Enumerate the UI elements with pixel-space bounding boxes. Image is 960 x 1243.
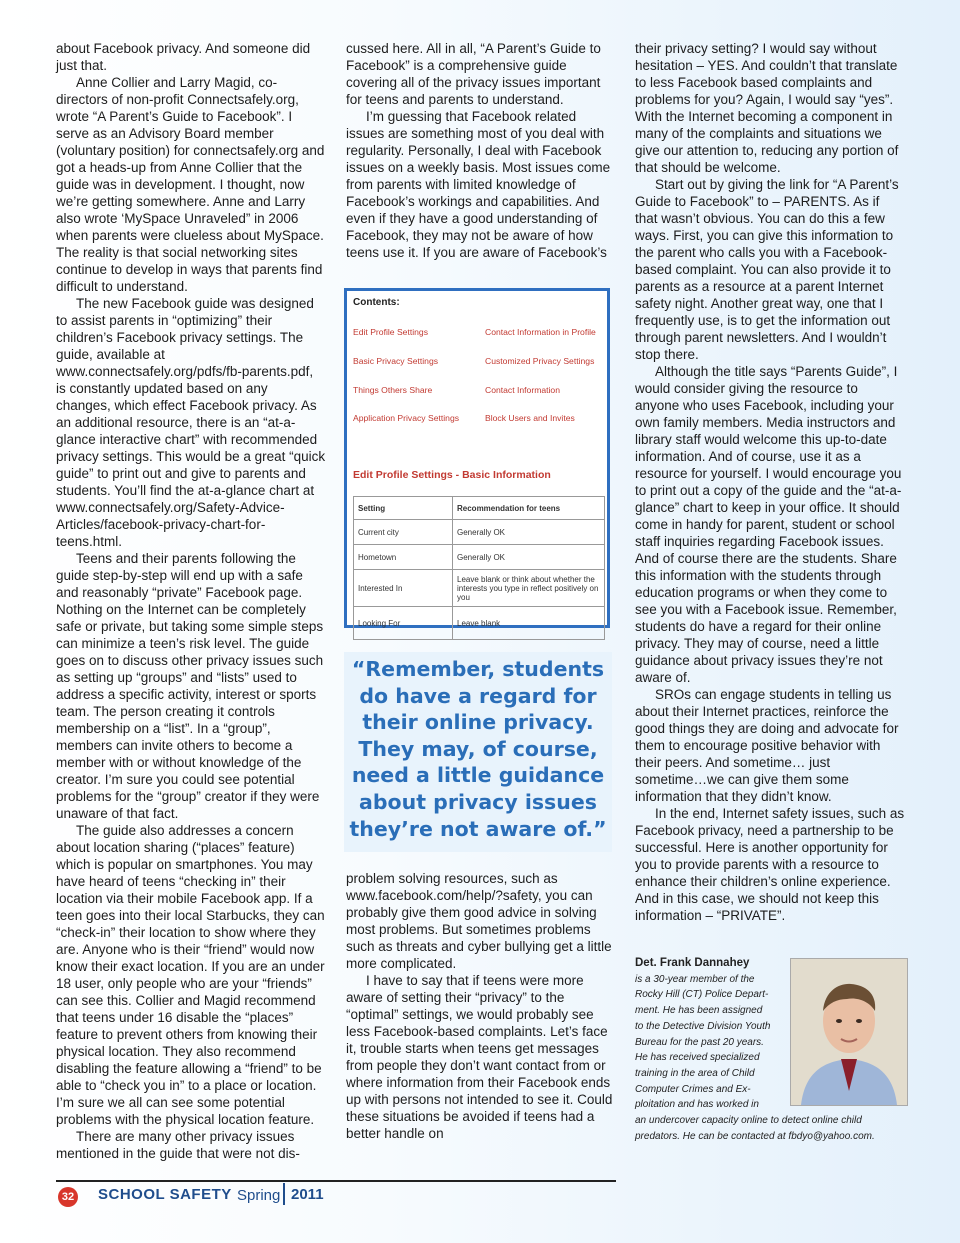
table-header: Setting <box>354 497 453 520</box>
bio-line: to the Detective Division Youth <box>635 1020 771 1032</box>
contents-link: Edit Profile Settings <box>353 327 428 337</box>
paragraph: Start out by giving the link for “A Parent’s Guide to Facebook” to – PARENTS. As if that wasn’t obvious. You can do this a few ways. First, you can give this information to the parent who calls you with a Facebook-based complaint. You can also provide it to parents as a resource at a parent Internet safety night. Another great way, one that I frequently use, is to get the information out through parent newsletters. And I wouldn’t stop there. <box>635 177 899 362</box>
contents-link: Application Privacy Settings <box>353 413 460 423</box>
footer-rule <box>56 1180 616 1182</box>
table-cell: Leave blank or think about whether the interests you type in reflect positively on you <box>453 570 605 607</box>
paragraph: Anne Collier and Larry Magid, co-directors of non-profit Connectsafely.org, wrote “A Parent’s Guide to Facebook”. I serve as an Advisory Board member (voluntary position) for connectsafely.org and got a heads-up from Anne Collier that the guide was in development. I thought, now we’re getting somewhere. Anne and Larry also wrote ‘MySpace Unraveled” in 2006 when parents were clueless about MySpace. The reality is that social networking sites continue to develop in ways that parents find difficult to understand. <box>56 75 325 294</box>
table-header-row <box>354 497 605 520</box>
pull-quote-line: They may, of course, <box>358 736 598 761</box>
bio-line: an undercover capacity online to detect online child <box>635 1115 862 1127</box>
author-portrait-icon <box>791 959 907 1105</box>
bio-line: ploitation and has worked in <box>635 1099 759 1111</box>
magazine-title: SCHOOL SAFETY <box>98 1186 232 1203</box>
paragraph: The guide also addresses a concern about location sharing (“places” feature) which is popular on smartphones. You may have heard of teens “checking in” their location via their mobile Facebook app. If a teen goes into their local Starbucks, they can “check-in” their location to show where they are. Anyone who is their “friend” would now know their exact location. If you are an under 18 user, only people who are your “friends” can see this. Collier and Magid recommend that teens under 16 disable the “places” feature to prevent others from knowing their physical location. They also recommend disabling the feature allowing a “friend” to be able to “check you in” to a place or location. I’m sure we all can see some potential problems with the physical location feature. <box>56 823 325 1127</box>
article-column-3 <box>635 40 905 924</box>
footer-divider <box>283 1183 285 1205</box>
paragraph: I have to say that if teens were more aware of setting their “privacy” to the “optimal” settings, we would probably see less Facebook-based complaints. Let’s face it, trouble starts when teens get messages from people they don’t want contact from or where information from their Facebook ends up with persons not intended to see it. Could these situations be avoided if teens had a better handle on <box>346 973 613 1141</box>
table-cell: Hometown <box>354 545 453 570</box>
table-row <box>354 570 605 607</box>
table-row <box>354 520 605 545</box>
issue-year: 2011 <box>291 1186 324 1203</box>
contents-link: Basic Privacy Settings <box>353 356 439 366</box>
paragraph: about Facebook privacy. And someone did just that. <box>56 41 311 73</box>
contents-link: Contact Information in Profile <box>485 327 596 337</box>
table-cell: Interested In <box>354 570 453 607</box>
paragraph: their privacy setting? I would say without hesitation – YES. And couldn’t that translate to less Facebook based complaints and problems for you? Again, I would say “yes”. With the Internet becoming a component in many of the complaints and situations we give our attention to, reducing any portion of that should be welcome. <box>635 41 899 175</box>
author-photo <box>790 958 908 1106</box>
article-column-1 <box>56 40 326 1162</box>
settings-table <box>353 496 605 640</box>
article-column-2-top <box>346 40 614 261</box>
bio-line: Rocky Hill (CT) Police Depart- <box>635 989 769 1001</box>
contents-title: Contents: <box>353 297 400 308</box>
table-header: Recommendation for teens <box>453 497 605 520</box>
pull-quote-line: “Remember, students <box>351 657 605 681</box>
paragraph: The new Facebook guide was designed to assist parents in “optimizing” their children’s Facebook privacy settings. The guide, available at www.connectsafely.org/pdfs/fb-parents.pdf, is constantly updated based on any changes, which effect Facebook privacy. As an additional resource, there is an “at-a-glance interactive chart” with recommended privacy settings. This would be a great “quick guide” to print out and give to parents and students. You’ll find the at-a-glance chart at www.connectsafely.org/Safety-Advice-Articles/facebook-privacy-chart-for-teens.html. <box>56 296 326 549</box>
contents-link: Contact Information <box>485 385 560 395</box>
table-cell: Looking For <box>354 607 453 640</box>
table-row <box>354 607 605 640</box>
table-cell: Generally OK <box>453 520 605 545</box>
bio-line: Bureau for the past 20 years. <box>635 1036 764 1048</box>
table-cell: Current city <box>354 520 453 545</box>
issue-season: Spring <box>237 1187 281 1204</box>
pull-quote-line: about privacy issues <box>359 789 597 814</box>
paragraph: SROs can engage students in telling us about their Internet practices, reinforce the good things they are doing and advocate for them to encourage positive behavior with their peers. And sometime… just sometime…we can give them some information that they didn’t know. <box>635 687 899 804</box>
contents-link: Things Others Share <box>353 385 433 395</box>
paragraph: Although the title says “Parents Guide”, I would consider giving the resource to anyone who uses Facebook, including your own family members. Media instructors and library staff would welcome this up-to-date information. And of course, use it as a resource for yourself. I would encourage you to print out a copy of the guide and the “at-a-glance” chart to keep in your office. It should come in handy for parent, student or school staff inquiries regarding Facebook issues. And of course there are the students. Share this information with the students through education programs or when they come to see you with a Facebook issue. Remember, students do have a regard for their online privacy. They may of course, need a little guidance about privacy issues they’re not aware of. <box>635 364 902 685</box>
pull-quote <box>344 652 612 852</box>
table-cell: Leave blank <box>453 607 605 640</box>
paragraph: There are many other privacy issues mentioned in the guide that were not dis- <box>56 1129 300 1161</box>
bio-line: Computer Crimes and Ex- <box>635 1083 751 1095</box>
bio-line: ment. He has been assigned <box>635 1005 763 1017</box>
bio-line: training in the area of Child <box>635 1067 755 1079</box>
bio-line: predators. He can be contacted at fbdyo@yahoo.com. <box>635 1130 875 1142</box>
table-cell: Generally OK <box>453 545 605 570</box>
author-name: Det. Frank Dannahey <box>635 957 750 969</box>
contents-link: Customized Privacy Settings <box>485 356 595 366</box>
section-title: Edit Profile Settings - Basic Information <box>353 469 551 481</box>
privacy-guide-contents-figure <box>344 288 610 628</box>
pull-quote-line: they’re not aware of.” <box>349 816 607 841</box>
pull-quote-line: need a little guidance <box>351 763 605 788</box>
contents-link: Block Users and Invites <box>485 413 575 423</box>
page-number: 32 <box>58 1187 78 1207</box>
bio-line: He has received specialized <box>635 1052 760 1064</box>
article-column-2-bottom <box>346 870 614 1142</box>
paragraph: Teens and their parents following the guide step-by-step will end up with a safe and reasonably “private” Facebook page. Nothing on the Internet can be completely safe or private, but taking some simple steps can minimize a teen’s risk level. The guide goes on to discuss other privacy issues such as setting up “groups” and “lists” used to address a specific activity, interest or sports team. The person creating it controls membership on a “list”. In a “group”, members can invite others to become a member with or without knowledge of the creator. I’m sure you could see potential problems for the “group” creator if they were unaware of that fact. <box>56 551 324 821</box>
paragraph: In the end, Internet safety issues, such as Facebook privacy, need a partnership to be successful. Here is another opportunity for you to provide parents with a resource to enhance their children’s online experience. And in this case, we should not keep this information – “PRIVATE”. <box>635 806 905 923</box>
paragraph: cussed here. All in all, “A Parent’s Guide to Facebook” is a comprehensive guide covering all of the privacy issues important for teens and parents to understand. <box>346 41 601 107</box>
pull-quote-line: their online privacy. <box>362 710 594 735</box>
paragraph: I’m guessing that Facebook related issues are something most of you deal with regularity. Personally, I deal with Facebook issues on a weekly basis. Most issues come from parents with limited knowledge of Facebook’s workings and capabilities. And even if they have a good understanding of Facebook, they may not be aware of how teens use it. If you are aware of Facebook’s <box>346 109 611 260</box>
bio-line: is a 30-year member of the <box>635 973 755 985</box>
paragraph: problem solving resources, such as www.facebook.com/help/?safety, you can probably give them good advice in solving most problems. But sometimes problems such as threats and cyber bullying get a little more complicated. <box>346 871 612 971</box>
table-row <box>354 545 605 570</box>
pull-quote-line: do have a regard for <box>359 683 597 708</box>
